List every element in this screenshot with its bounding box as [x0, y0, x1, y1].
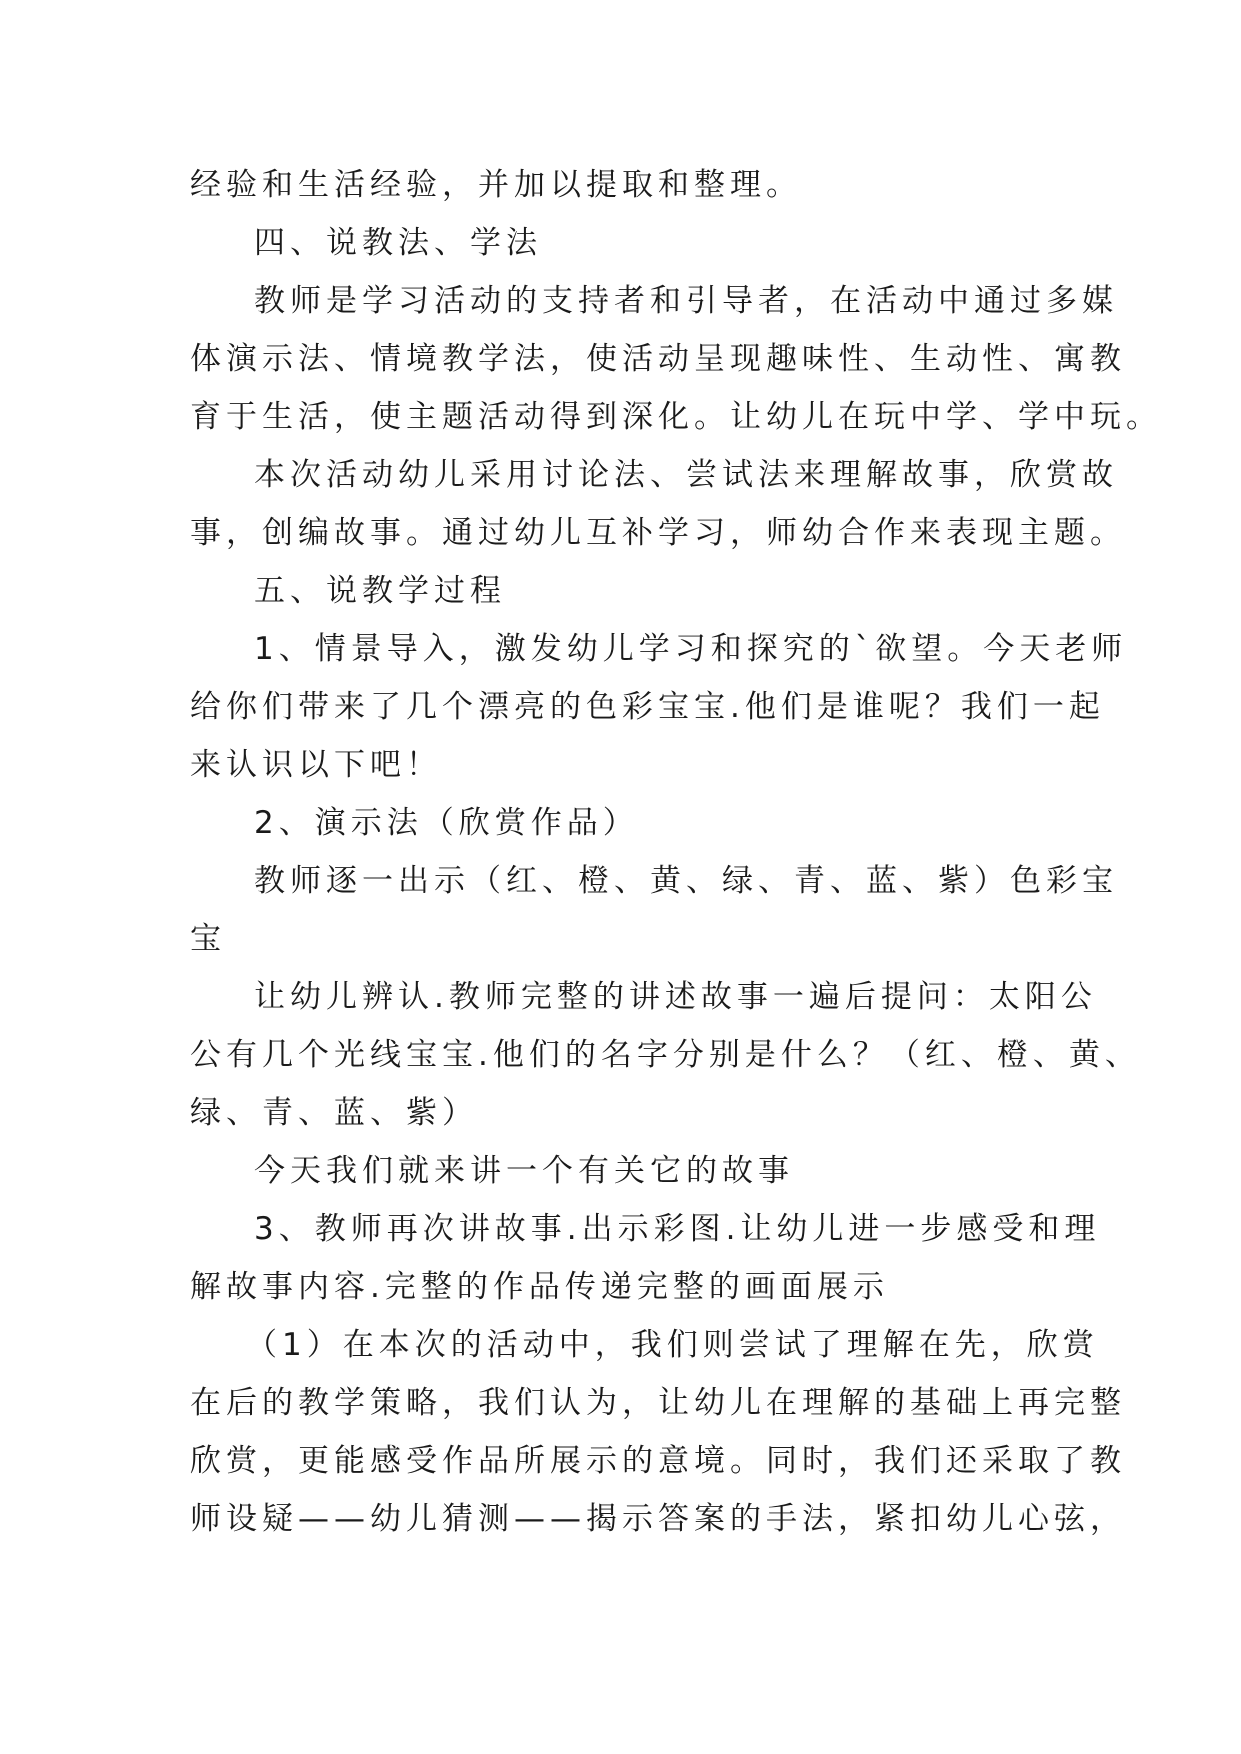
- text-line: （1）在本次的活动中，我们则尝试了理解在先，欣赏: [246, 1327, 1099, 1363]
- text-line: 本次活动幼儿采用讨论法、尝试法来理解故事，欣赏故: [254, 457, 1118, 493]
- text-line: 今天我们就来讲一个有关它的故事: [254, 1153, 794, 1189]
- text-line: 事，创编故事。通过幼儿互补学习，师幼合作来表现主题。: [190, 515, 1126, 551]
- document-body: [190, 156, 1162, 1548]
- text-line: 经验和生活经验，并加以提取和整理。: [190, 167, 802, 203]
- text-line: 1、情景导入，激发幼儿学习和探究的`欲望。今天老师: [254, 631, 1128, 667]
- text-line: 宝: [190, 921, 226, 957]
- text-line: 让幼儿辨认.教师完整的讲述故事一遍后提问：太阳公: [254, 979, 1097, 1015]
- text-line: 教师逐一出示（红、橙、黄、绿、青、蓝、紫）色彩宝: [254, 863, 1118, 899]
- text-line: 体演示法、情境教学法，使活动呈现趣味性、生动性、寓教: [190, 341, 1126, 377]
- text-line: 2、演示法（欣赏作品）: [254, 805, 639, 841]
- text-line: 师设疑——幼儿猜测——揭示答案的手法，紧扣幼儿心弦，: [190, 1501, 1126, 1537]
- text-line: 欣赏，更能感受作品所展示的意境。同时，我们还采取了教: [190, 1443, 1126, 1479]
- text-line: 在后的教学策略，我们认为，让幼儿在理解的基础上再完整: [190, 1385, 1126, 1421]
- text-line: 育于生活，使主题活动得到深化。让幼儿在玩中学、学中玩。: [190, 399, 1162, 435]
- section-heading: 五、说教学过程: [254, 573, 506, 609]
- text-line: 解故事内容.完整的作品传递完整的画面展示: [190, 1269, 889, 1305]
- text-line: 来认识以下吧！: [190, 747, 442, 783]
- section-heading: 四、说教法、学法: [254, 225, 542, 261]
- text-line: 3、教师再次讲故事.出示彩图.让幼儿进一步感受和理: [254, 1211, 1101, 1247]
- text-line: 教师是学习活动的支持者和引导者，在活动中通过多媒: [254, 283, 1118, 319]
- text-line: 绿、青、蓝、紫）: [190, 1095, 478, 1131]
- text-line: 公有几个光线宝宝.他们的名字分别是什么？（红、橙、黄、: [190, 1037, 1141, 1073]
- text-line: 给你们带来了几个漂亮的色彩宝宝.他们是谁呢？我们一起: [190, 689, 1105, 725]
